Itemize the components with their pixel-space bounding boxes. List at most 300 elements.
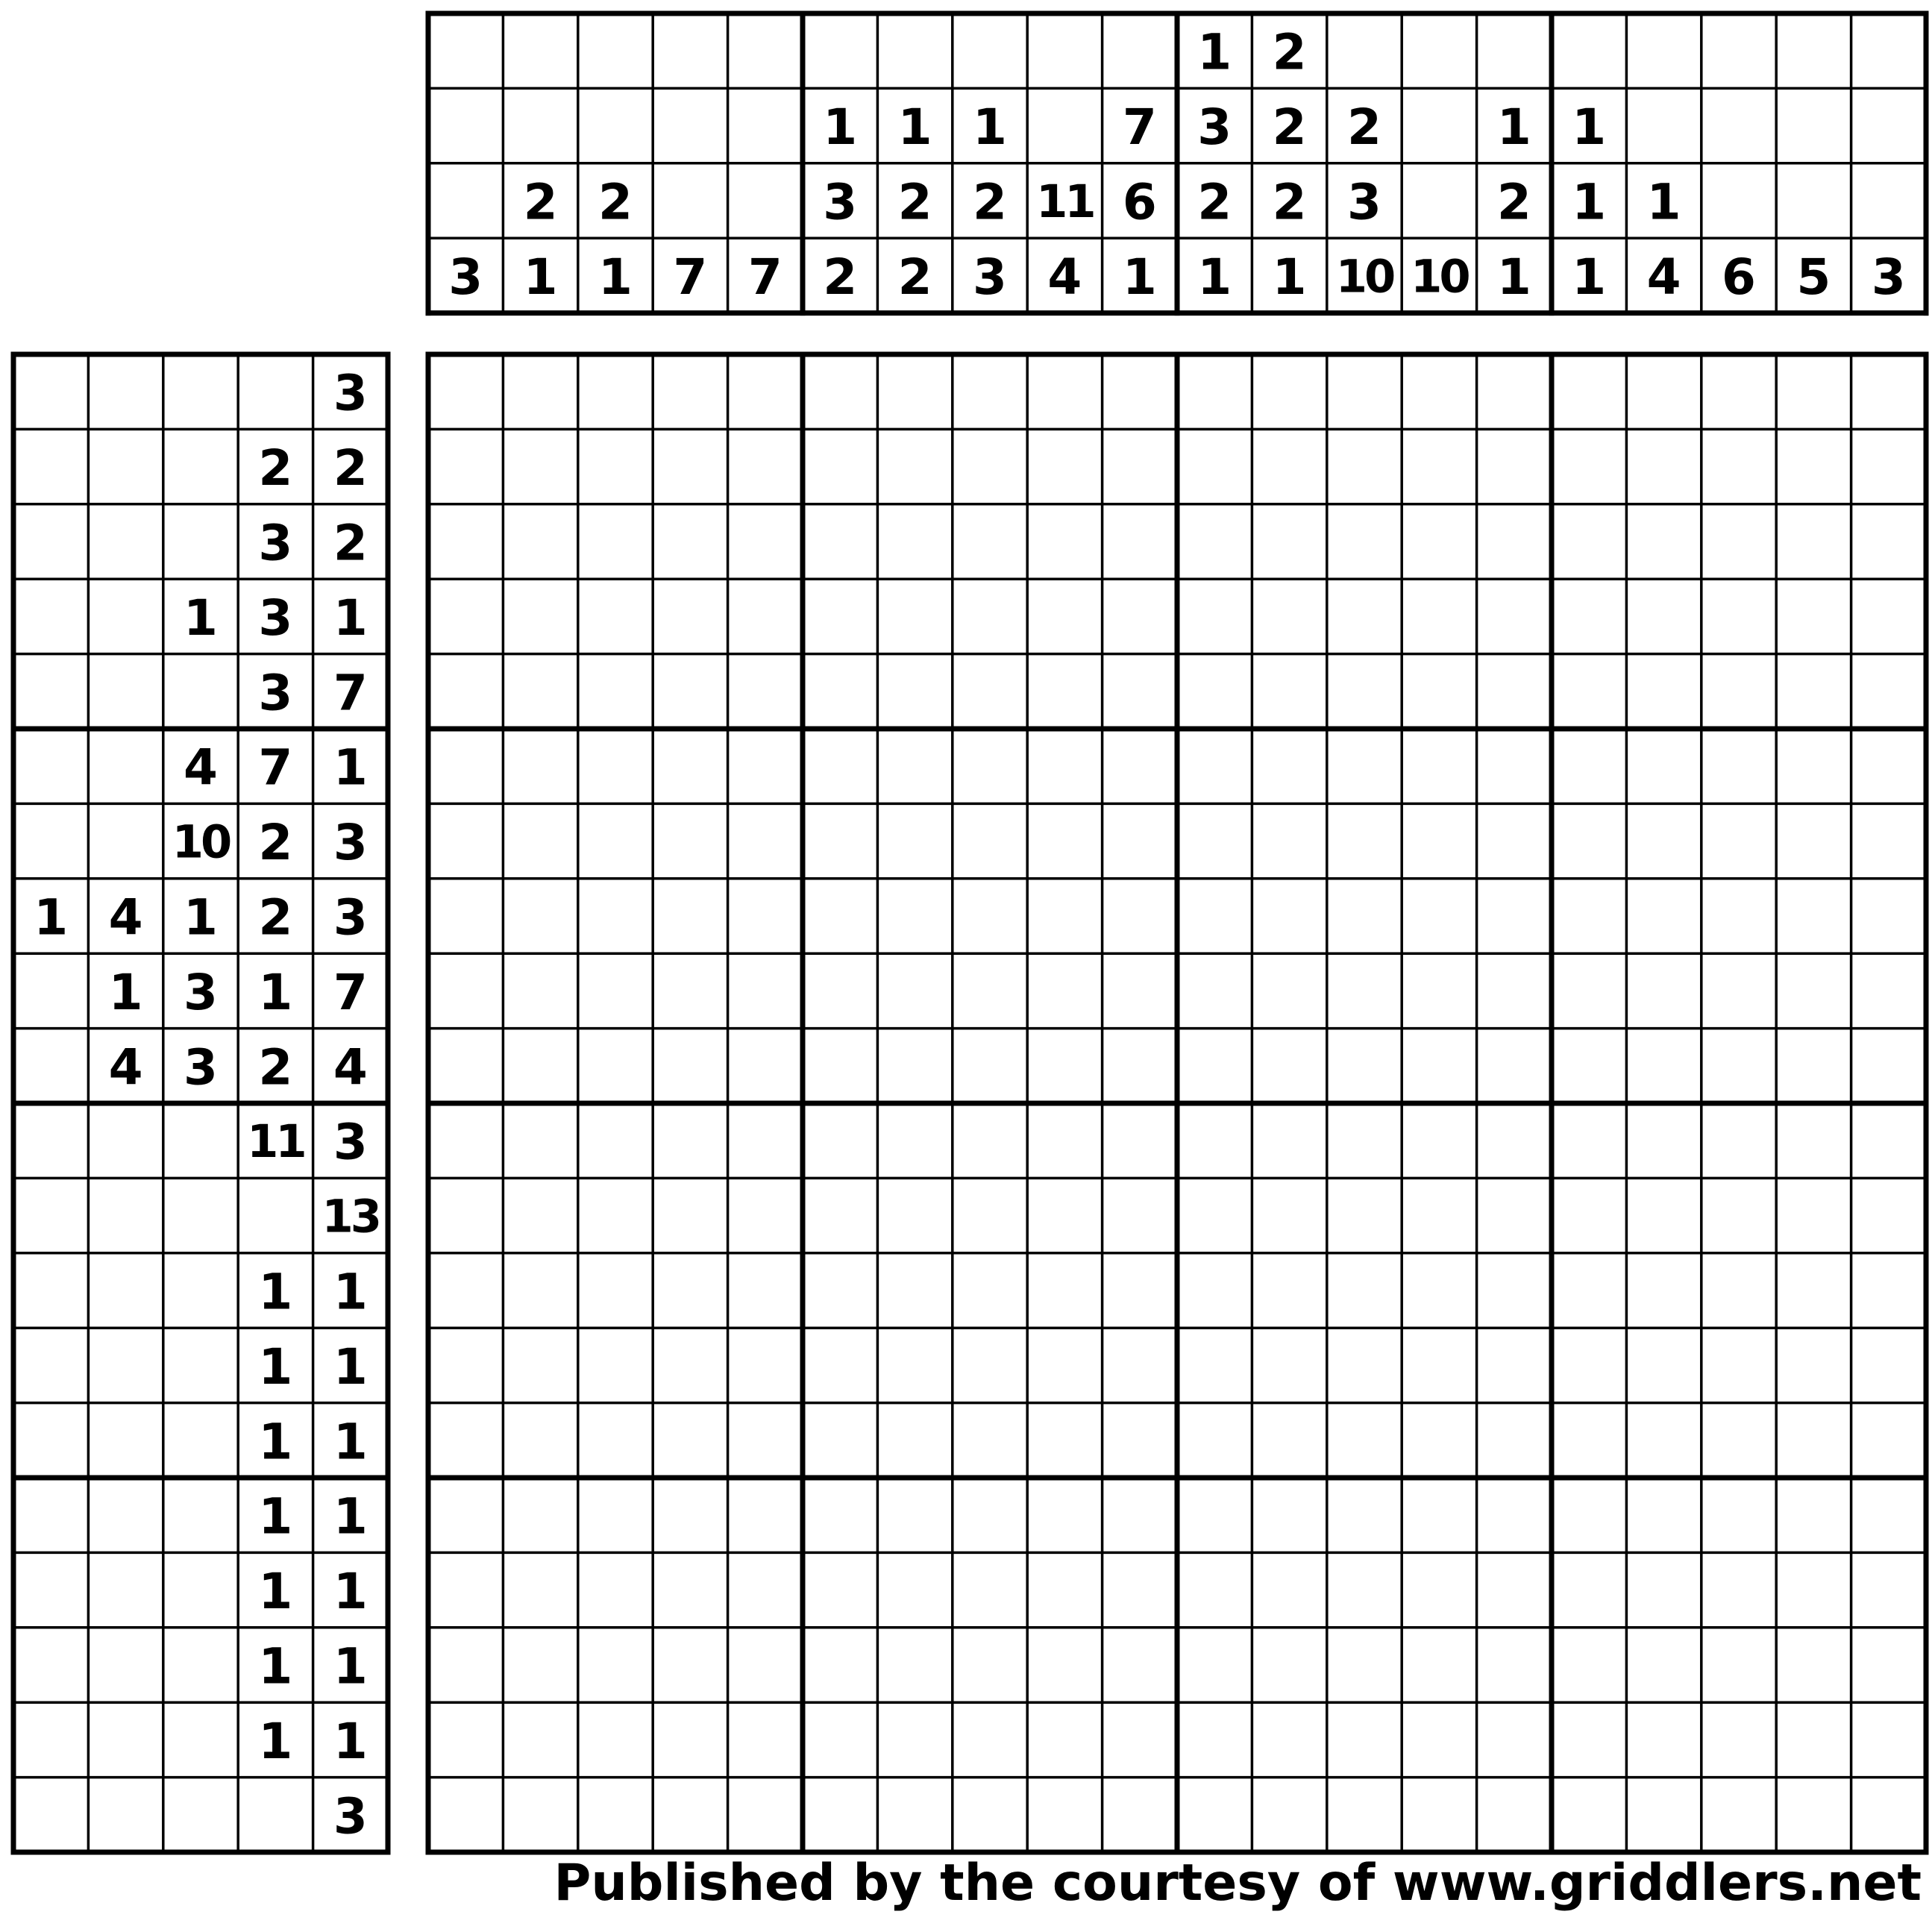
grid-cell[interactable]: [1027, 729, 1102, 803]
grid-cell[interactable]: [503, 1702, 577, 1777]
grid-cell[interactable]: [653, 1178, 727, 1252]
grid-cell[interactable]: [428, 879, 503, 953]
grid-cell[interactable]: [1103, 1478, 1177, 1552]
grid-cell[interactable]: [1402, 729, 1476, 803]
grid-cell[interactable]: [653, 429, 727, 504]
grid-cell[interactable]: [1626, 1778, 1701, 1852]
grid-cell[interactable]: [803, 1328, 877, 1402]
grid-cell[interactable]: [803, 803, 877, 878]
grid-cell[interactable]: [1626, 729, 1701, 803]
grid-cell[interactable]: [1252, 429, 1326, 504]
grid-cell[interactable]: [728, 729, 803, 803]
grid-cell[interactable]: [1776, 879, 1851, 953]
grid-cell[interactable]: [653, 879, 727, 953]
grid-cell[interactable]: [1552, 429, 1626, 504]
grid-cell[interactable]: [953, 354, 1027, 429]
grid-cell[interactable]: [1103, 1029, 1177, 1103]
grid-cell[interactable]: [1552, 504, 1626, 579]
grid-cell[interactable]: [1177, 654, 1252, 729]
grid-cell[interactable]: [428, 1103, 503, 1178]
grid-cell[interactable]: [578, 1552, 653, 1627]
grid-cell[interactable]: [1177, 1029, 1252, 1103]
grid-cell[interactable]: [1327, 1628, 1402, 1702]
grid-cell[interactable]: [1402, 1628, 1476, 1702]
grid-cell[interactable]: [877, 953, 952, 1028]
grid-cell[interactable]: [1327, 1103, 1402, 1178]
grid-cell[interactable]: [1776, 1328, 1851, 1402]
grid-cell[interactable]: [1103, 1702, 1177, 1777]
grid-cell[interactable]: [503, 354, 577, 429]
grid-cell[interactable]: [1776, 953, 1851, 1028]
grid-cell[interactable]: [1027, 1328, 1102, 1402]
grid-cell[interactable]: [877, 354, 952, 429]
grid-cell[interactable]: [1477, 429, 1552, 504]
grid-cell[interactable]: [1177, 504, 1252, 579]
grid-cell[interactable]: [653, 1778, 727, 1852]
grid-cell[interactable]: [503, 1478, 577, 1552]
grid-cell[interactable]: [1552, 1552, 1626, 1627]
grid-cell[interactable]: [1626, 1328, 1701, 1402]
grid-cell[interactable]: [1103, 354, 1177, 429]
grid-cell[interactable]: [1851, 579, 1926, 653]
grid-cell[interactable]: [1626, 1253, 1701, 1328]
grid-cell[interactable]: [1177, 953, 1252, 1028]
grid-cell[interactable]: [1327, 504, 1402, 579]
grid-cell[interactable]: [1702, 1178, 1776, 1252]
grid-cell[interactable]: [728, 1702, 803, 1777]
grid-cell[interactable]: [503, 1178, 577, 1252]
grid-cell[interactable]: [1027, 1778, 1102, 1852]
grid-cell[interactable]: [1477, 579, 1552, 653]
grid-cell[interactable]: [428, 354, 503, 429]
grid-cell[interactable]: [1626, 354, 1701, 429]
grid-cell[interactable]: [1327, 429, 1402, 504]
grid-cell[interactable]: [803, 654, 877, 729]
grid-cell[interactable]: [1477, 354, 1552, 429]
grid-cell[interactable]: [1776, 1253, 1851, 1328]
grid-cell[interactable]: [578, 579, 653, 653]
grid-cell[interactable]: [1402, 1403, 1476, 1478]
grid-cell[interactable]: [428, 1253, 503, 1328]
grid-cell[interactable]: [1702, 654, 1776, 729]
grid-cell[interactable]: [1552, 1178, 1626, 1252]
grid-cell[interactable]: [953, 1552, 1027, 1627]
grid-cell[interactable]: [877, 1403, 952, 1478]
grid-cell[interactable]: [1252, 1628, 1326, 1702]
grid-cell[interactable]: [1027, 1253, 1102, 1328]
grid-cell[interactable]: [1103, 1403, 1177, 1478]
grid-cell[interactable]: [653, 1253, 727, 1328]
grid-cell[interactable]: [578, 354, 653, 429]
grid-cell[interactable]: [503, 1029, 577, 1103]
grid-cell[interactable]: [1327, 1178, 1402, 1252]
grid-cell[interactable]: [1552, 579, 1626, 653]
grid-cell[interactable]: [428, 504, 503, 579]
grid-cell[interactable]: [578, 1178, 653, 1252]
grid-cell[interactable]: [1702, 879, 1776, 953]
grid-cell[interactable]: [1851, 1403, 1926, 1478]
grid-cell[interactable]: [1402, 1702, 1476, 1777]
grid-cell[interactable]: [1177, 1103, 1252, 1178]
grid-cell[interactable]: [1027, 354, 1102, 429]
grid-cell[interactable]: [1177, 429, 1252, 504]
grid-cell[interactable]: [653, 504, 727, 579]
grid-cell[interactable]: [1327, 879, 1402, 953]
grid-cell[interactable]: [503, 803, 577, 878]
grid-cell[interactable]: [653, 1328, 727, 1402]
grid-cell[interactable]: [1177, 1778, 1252, 1852]
grid-cell[interactable]: [1851, 879, 1926, 953]
grid-cell[interactable]: [803, 579, 877, 653]
grid-cell[interactable]: [1402, 1103, 1476, 1178]
grid-cell[interactable]: [503, 579, 577, 653]
grid-cell[interactable]: [1851, 953, 1926, 1028]
grid-cell[interactable]: [1402, 953, 1476, 1028]
grid-cell[interactable]: [1702, 1552, 1776, 1627]
grid-cell[interactable]: [653, 579, 727, 653]
grid-cell[interactable]: [1702, 803, 1776, 878]
grid-cell[interactable]: [1776, 1778, 1851, 1852]
grid-cell[interactable]: [1776, 1478, 1851, 1552]
grid-cell[interactable]: [953, 654, 1027, 729]
grid-cell[interactable]: [728, 579, 803, 653]
grid-cell[interactable]: [803, 1178, 877, 1252]
grid-cell[interactable]: [1177, 579, 1252, 653]
grid-cell[interactable]: [1177, 879, 1252, 953]
grid-cell[interactable]: [1552, 803, 1626, 878]
grid-cell[interactable]: [877, 1029, 952, 1103]
grid-cell[interactable]: [728, 803, 803, 878]
grid-cell[interactable]: [503, 729, 577, 803]
grid-cell[interactable]: [1027, 1478, 1102, 1552]
grid-cell[interactable]: [1477, 729, 1552, 803]
grid-cell[interactable]: [1552, 1628, 1626, 1702]
grid-cell[interactable]: [1027, 1403, 1102, 1478]
grid-cell[interactable]: [877, 1253, 952, 1328]
grid-cell[interactable]: [877, 654, 952, 729]
grid-cell[interactable]: [578, 1103, 653, 1178]
grid-cell[interactable]: [1702, 729, 1776, 803]
grid-cell[interactable]: [1776, 1178, 1851, 1252]
grid-cell[interactable]: [1327, 1552, 1402, 1627]
grid-cell[interactable]: [803, 1552, 877, 1627]
grid-cell[interactable]: [1552, 729, 1626, 803]
grid-cell[interactable]: [1776, 1628, 1851, 1702]
grid-cell[interactable]: [1402, 1328, 1476, 1402]
grid-cell[interactable]: [428, 579, 503, 653]
grid-cell[interactable]: [428, 1478, 503, 1552]
grid-cell[interactable]: [1252, 953, 1326, 1028]
grid-cell[interactable]: [1552, 1403, 1626, 1478]
grid-cell[interactable]: [1626, 504, 1701, 579]
grid-cell[interactable]: [578, 429, 653, 504]
grid-cell[interactable]: [1327, 579, 1402, 653]
grid-cell[interactable]: [728, 879, 803, 953]
grid-cell[interactable]: [1702, 1403, 1776, 1478]
grid-cell[interactable]: [653, 1029, 727, 1103]
grid-cell[interactable]: [578, 1253, 653, 1328]
grid-cell[interactable]: [1702, 1702, 1776, 1777]
grid-cell[interactable]: [578, 654, 653, 729]
grid-cell[interactable]: [1327, 1029, 1402, 1103]
grid-cell[interactable]: [1103, 504, 1177, 579]
grid-cell[interactable]: [953, 1628, 1027, 1702]
grid-cell[interactable]: [1027, 504, 1102, 579]
grid-cell[interactable]: [1252, 1778, 1326, 1852]
grid-cell[interactable]: [1851, 504, 1926, 579]
grid-cell[interactable]: [1702, 953, 1776, 1028]
grid-cell[interactable]: [1552, 1778, 1626, 1852]
grid-cell[interactable]: [1552, 879, 1626, 953]
grid-cell[interactable]: [953, 1478, 1027, 1552]
grid-cell[interactable]: [877, 879, 952, 953]
grid-cell[interactable]: [1851, 1702, 1926, 1777]
grid-cell[interactable]: [1702, 1103, 1776, 1178]
grid-cell[interactable]: [1327, 1702, 1402, 1777]
grid-cell[interactable]: [953, 1253, 1027, 1328]
grid-cell[interactable]: [428, 1178, 503, 1252]
grid-cell[interactable]: [428, 729, 503, 803]
grid-cell[interactable]: [428, 1552, 503, 1627]
grid-cell[interactable]: [428, 953, 503, 1028]
grid-cell[interactable]: [1252, 504, 1326, 579]
grid-cell[interactable]: [1402, 1552, 1476, 1627]
grid-cell[interactable]: [1477, 953, 1552, 1028]
grid-cell[interactable]: [1477, 879, 1552, 953]
grid-cell[interactable]: [653, 729, 727, 803]
grid-cell[interactable]: [1776, 354, 1851, 429]
grid-cell[interactable]: [1327, 953, 1402, 1028]
grid-cell[interactable]: [1626, 879, 1701, 953]
grid-cell[interactable]: [1103, 1778, 1177, 1852]
grid-cell[interactable]: [1851, 1029, 1926, 1103]
grid-cell[interactable]: [1477, 803, 1552, 878]
grid-cell[interactable]: [1177, 729, 1252, 803]
grid-cell[interactable]: [803, 354, 877, 429]
grid-cell[interactable]: [428, 1029, 503, 1103]
grid-cell[interactable]: [728, 654, 803, 729]
grid-cell[interactable]: [653, 953, 727, 1028]
grid-cell[interactable]: [1402, 879, 1476, 953]
grid-cell[interactable]: [1027, 429, 1102, 504]
grid-cell[interactable]: [1851, 1328, 1926, 1402]
grid-cell[interactable]: [1027, 579, 1102, 653]
grid-cell[interactable]: [1776, 504, 1851, 579]
grid-cell[interactable]: [803, 1778, 877, 1852]
grid-cell[interactable]: [1252, 1552, 1326, 1627]
grid-cell[interactable]: [877, 729, 952, 803]
grid-cell[interactable]: [728, 1178, 803, 1252]
grid-cell[interactable]: [1477, 1103, 1552, 1178]
grid-cell[interactable]: [1477, 1178, 1552, 1252]
grid-cell[interactable]: [1776, 429, 1851, 504]
grid-cell[interactable]: [1702, 1628, 1776, 1702]
grid-cell[interactable]: [1477, 654, 1552, 729]
grid-cell[interactable]: [1702, 429, 1776, 504]
grid-cell[interactable]: [1027, 953, 1102, 1028]
grid-cell[interactable]: [953, 1328, 1027, 1402]
grid-cell[interactable]: [1626, 1478, 1701, 1552]
grid-cell[interactable]: [803, 1478, 877, 1552]
grid-cell[interactable]: [1327, 729, 1402, 803]
grid-cell[interactable]: [1103, 579, 1177, 653]
grid-cell[interactable]: [1477, 1778, 1552, 1852]
grid-cell[interactable]: [1477, 1552, 1552, 1627]
grid-cell[interactable]: [503, 1778, 577, 1852]
grid-cell[interactable]: [1252, 1403, 1326, 1478]
grid-cell[interactable]: [1252, 1029, 1326, 1103]
grid-cell[interactable]: [803, 879, 877, 953]
grid-cell[interactable]: [503, 1628, 577, 1702]
grid-cell[interactable]: [1626, 1628, 1701, 1702]
grid-cell[interactable]: [1702, 1778, 1776, 1852]
grid-cell[interactable]: [1252, 354, 1326, 429]
grid-cell[interactable]: [1177, 803, 1252, 878]
grid-cell[interactable]: [1103, 1253, 1177, 1328]
grid-cell[interactable]: [877, 1478, 952, 1552]
grid-cell[interactable]: [578, 879, 653, 953]
grid-cell[interactable]: [877, 1778, 952, 1852]
grid-cell[interactable]: [1252, 1103, 1326, 1178]
grid-cell[interactable]: [728, 504, 803, 579]
grid-cell[interactable]: [803, 1103, 877, 1178]
grid-cell[interactable]: [728, 1253, 803, 1328]
grid-cell[interactable]: [1626, 953, 1701, 1028]
grid-cell[interactable]: [1776, 1403, 1851, 1478]
grid-cell[interactable]: [653, 1702, 727, 1777]
grid-cell[interactable]: [1103, 654, 1177, 729]
grid-cell[interactable]: [1626, 1178, 1701, 1252]
grid-cell[interactable]: [653, 1103, 727, 1178]
grid-cell[interactable]: [803, 429, 877, 504]
grid-cell[interactable]: [728, 1328, 803, 1402]
grid-cell[interactable]: [1027, 1552, 1102, 1627]
grid-cell[interactable]: [953, 1778, 1027, 1852]
grid-cell[interactable]: [1402, 429, 1476, 504]
grid-cell[interactable]: [1252, 1253, 1326, 1328]
grid-cell[interactable]: [1103, 1328, 1177, 1402]
grid-cell[interactable]: [1776, 1702, 1851, 1777]
grid-cell[interactable]: [1327, 803, 1402, 878]
grid-cell[interactable]: [1851, 1103, 1926, 1178]
grid-cell[interactable]: [1252, 1478, 1326, 1552]
grid-cell[interactable]: [1103, 1628, 1177, 1702]
grid-cell[interactable]: [953, 1029, 1027, 1103]
grid-cell[interactable]: [1477, 1702, 1552, 1777]
grid-cell[interactable]: [428, 803, 503, 878]
grid-cell[interactable]: [1851, 803, 1926, 878]
grid-cell[interactable]: [503, 1403, 577, 1478]
grid-cell[interactable]: [1477, 1403, 1552, 1478]
grid-cell[interactable]: [503, 429, 577, 504]
grid-cell[interactable]: [728, 1029, 803, 1103]
grid-cell[interactable]: [877, 803, 952, 878]
grid-cell[interactable]: [1851, 1778, 1926, 1852]
grid-cell[interactable]: [953, 729, 1027, 803]
grid-cell[interactable]: [1402, 1478, 1476, 1552]
grid-cell[interactable]: [1776, 654, 1851, 729]
grid-cell[interactable]: [503, 1552, 577, 1627]
grid-cell[interactable]: [1027, 1103, 1102, 1178]
grid-cell[interactable]: [503, 953, 577, 1028]
grid-cell[interactable]: [803, 1702, 877, 1777]
grid-cell[interactable]: [1776, 1103, 1851, 1178]
grid-cell[interactable]: [1477, 1628, 1552, 1702]
grid-cell[interactable]: [1702, 1328, 1776, 1402]
grid-cell[interactable]: [1626, 1029, 1701, 1103]
grid-cell[interactable]: [1626, 1103, 1701, 1178]
grid-cell[interactable]: [803, 953, 877, 1028]
grid-cell[interactable]: [803, 729, 877, 803]
grid-cell[interactable]: [578, 1029, 653, 1103]
grid-cell[interactable]: [1252, 803, 1326, 878]
grid-cell[interactable]: [877, 1552, 952, 1627]
grid-cell[interactable]: [1177, 354, 1252, 429]
grid-cell[interactable]: [1626, 803, 1701, 878]
grid-cell[interactable]: [1402, 1778, 1476, 1852]
grid-cell[interactable]: [1702, 1478, 1776, 1552]
grid-cell[interactable]: [578, 803, 653, 878]
grid-cell[interactable]: [1626, 1702, 1701, 1777]
grid-cell[interactable]: [1776, 579, 1851, 653]
grid-cell[interactable]: [1327, 1403, 1402, 1478]
grid-cell[interactable]: [1626, 579, 1701, 653]
grid-cell[interactable]: [1103, 1552, 1177, 1627]
grid-cell[interactable]: [1027, 654, 1102, 729]
grid-cell[interactable]: [578, 1702, 653, 1777]
grid-cell[interactable]: [1552, 1478, 1626, 1552]
grid-cell[interactable]: [578, 1328, 653, 1402]
grid-cell[interactable]: [1702, 1253, 1776, 1328]
grid-cell[interactable]: [953, 1702, 1027, 1777]
grid-cell[interactable]: [1327, 1478, 1402, 1552]
grid-cell[interactable]: [728, 1778, 803, 1852]
grid-cell[interactable]: [653, 1403, 727, 1478]
grid-cell[interactable]: [1851, 1178, 1926, 1252]
grid-cell[interactable]: [1552, 1253, 1626, 1328]
grid-cell[interactable]: [578, 504, 653, 579]
grid-cell[interactable]: [877, 504, 952, 579]
grid-cell[interactable]: [803, 1403, 877, 1478]
grid-cell[interactable]: [1252, 1328, 1326, 1402]
grid-cell[interactable]: [1402, 354, 1476, 429]
grid-cell[interactable]: [1252, 879, 1326, 953]
grid-cell[interactable]: [653, 1552, 727, 1627]
grid-cell[interactable]: [1103, 729, 1177, 803]
grid-cell[interactable]: [428, 1403, 503, 1478]
grid-cell[interactable]: [1851, 1628, 1926, 1702]
grid-cell[interactable]: [578, 1478, 653, 1552]
grid-cell[interactable]: [1027, 1702, 1102, 1777]
grid-cell[interactable]: [1626, 1403, 1701, 1478]
grid-cell[interactable]: [1851, 1253, 1926, 1328]
grid-cell[interactable]: [1477, 1029, 1552, 1103]
grid-cell[interactable]: [1402, 654, 1476, 729]
grid-cell[interactable]: [953, 803, 1027, 878]
grid-cell[interactable]: [1177, 1178, 1252, 1252]
grid-cell[interactable]: [578, 1628, 653, 1702]
grid-cell[interactable]: [503, 1103, 577, 1178]
grid-cell[interactable]: [1252, 654, 1326, 729]
grid-cell[interactable]: [1103, 803, 1177, 878]
grid-cell[interactable]: [1702, 354, 1776, 429]
grid-cell[interactable]: [877, 1628, 952, 1702]
grid-cell[interactable]: [1851, 729, 1926, 803]
grid-cell[interactable]: [953, 953, 1027, 1028]
grid-cell[interactable]: [1402, 579, 1476, 653]
grid-cell[interactable]: [1552, 354, 1626, 429]
grid-cell[interactable]: [1402, 803, 1476, 878]
